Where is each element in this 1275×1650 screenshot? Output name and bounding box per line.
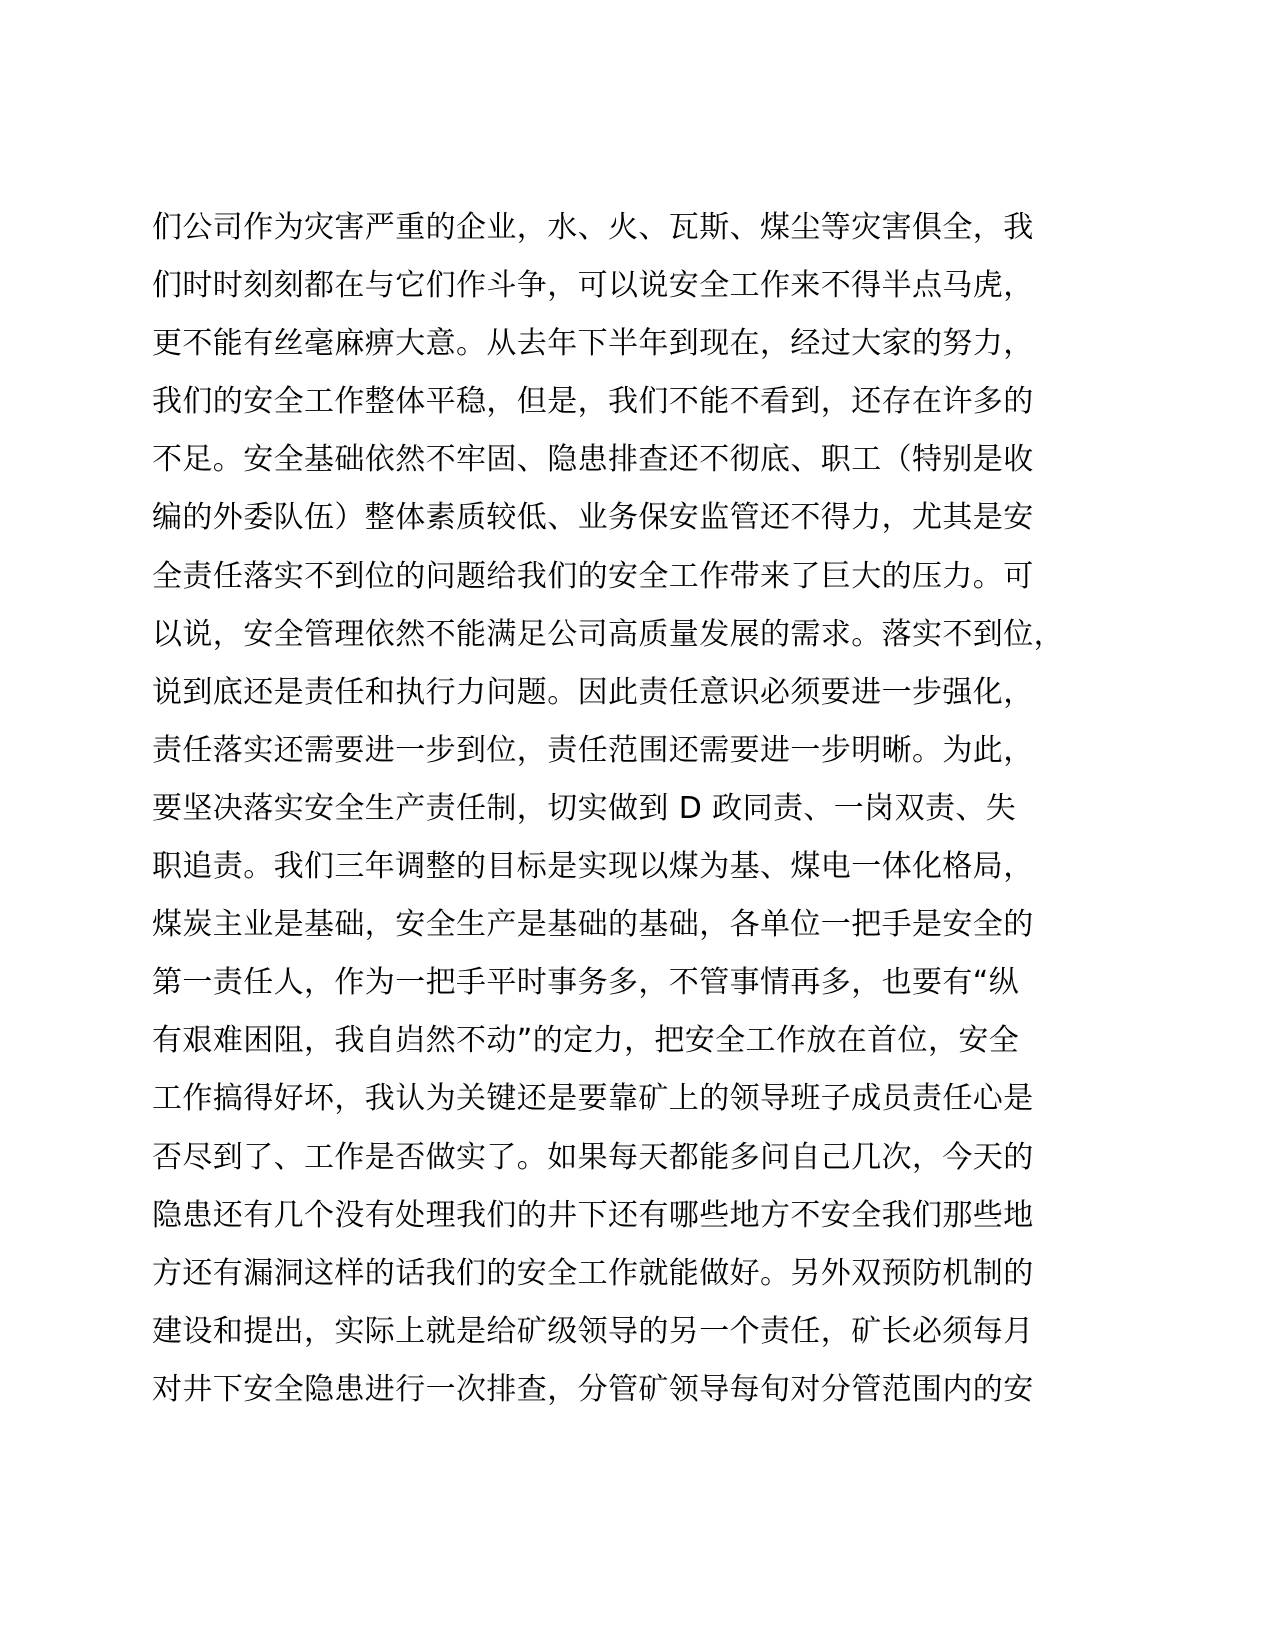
text-line: 职追责。我们三年调整的目标是实现以煤为基、煤电一体化格局，: [152, 849, 1034, 885]
text-line: 隐患还有几个没有处理我们的井下还有哪些地方不安全我们那些地: [152, 1197, 1034, 1233]
text-line: 第一责任人，作为一把手平时事务多，不管事情再多，也要有“纵: [152, 965, 1020, 1001]
body-paragraph: [152, 199, 1152, 1419]
text-line: 建设和提出，实际上就是给矿级领导的另一个责任，矿长必须每月: [152, 1313, 1034, 1349]
text-line: 编的外委队伍）整体素质较低、业务保安监管还不得力，尤其是安: [152, 500, 1034, 536]
text-line: 责任落实还需要进一步到位，责任范围还需要进一步明晰。为此，: [152, 732, 1034, 768]
text-line: 们公司作为灾害严重的企业，水、火、瓦斯、煤尘等灾害俱全，我: [152, 210, 1034, 245]
text-line: 有艰难困阻，我自岿然不动”的定力，把安全工作放在首位，安全: [152, 1023, 1020, 1059]
text-line: 说到底还是责任和执行力问题。因此责任意识必须要进一步强化，: [152, 674, 1034, 710]
text-line: 要坚决落实安全生产责任制，切实做到 D 政同责、一岗双责、失: [152, 790, 1017, 826]
text-line: 以说，安全管理依然不能满足公司高质量发展的需求。落实不到位，: [152, 616, 1064, 652]
text-line: 工作搞得好坏，我认为关键还是要靠矿上的领导班子成员责任心是: [152, 1081, 1034, 1117]
text-line: 全责任落实不到位的问题给我们的安全工作带来了巨大的压力。可: [152, 558, 1034, 594]
text-line: 方还有漏洞这样的话我们的安全工作就能做好。另外双预防机制的: [152, 1255, 1034, 1291]
text-line: 煤炭主业是基础，安全生产是基础的基础，各单位一把手是安全的: [152, 907, 1034, 943]
text-line: 我们的安全工作整体平稳，但是，我们不能不看到，还存在许多的: [152, 384, 1034, 420]
text-line: 对井下安全隐患进行一次排查，分管矿领导每旬对分管范围内的安: [152, 1371, 1034, 1407]
text-line: 们时时刻刻都在与它们作斗争，可以说安全工作来不得半点马虎，: [152, 268, 1034, 304]
text-line: 不足。安全基础依然不牢固、隐患排查还不彻底、职工（特别是收: [152, 442, 1034, 478]
text-line: 否尽到了、工作是否做实了。如果每天都能多问自己几次，今天的: [152, 1139, 1034, 1175]
text-line: 更不能有丝毫麻痹大意。从去年下半年到现在，经过大家的努力，: [152, 326, 1034, 362]
